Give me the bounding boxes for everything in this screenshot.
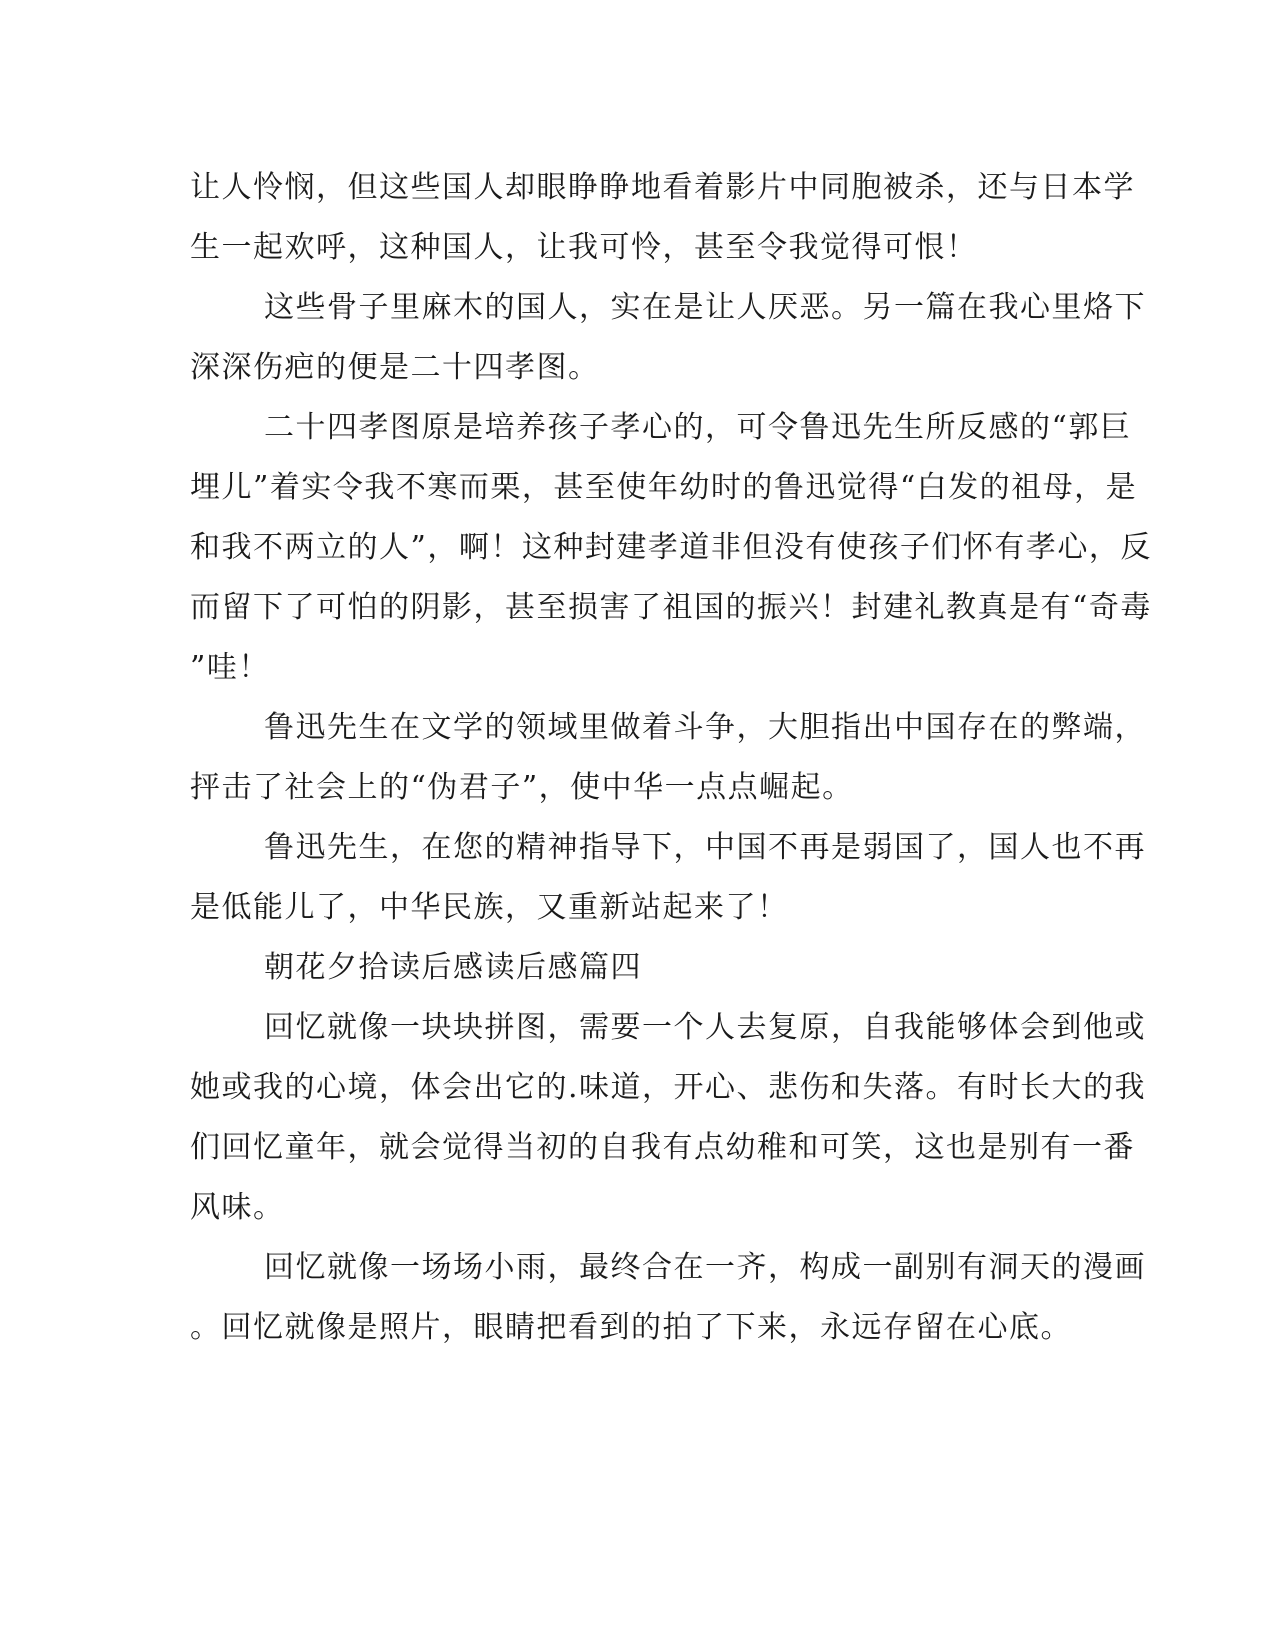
text-line: 是低能儿了，中华民族，又重新站起来了！ — [190, 890, 789, 925]
text-line: 们回忆童年，就会觉得当初的自我有点幼稚和可笑，这也是别有一番 — [190, 1130, 1135, 1165]
text-line: 和我不两立的人”，啊！这种封建孝道非但没有使孩子们怀有孝心，反 — [190, 530, 1152, 565]
text-line: 回忆就像一场场小雨，最终合在一齐，构成一副别有洞天的漫画 — [264, 1250, 1146, 1285]
text-line: ”哇！ — [190, 650, 270, 685]
text-line: 深深伤疤的便是二十四孝图。 — [190, 350, 600, 385]
text-line: 抨击了社会上的“伪君子”，使中华一点点崛起。 — [190, 770, 854, 805]
text-line: 风味。 — [190, 1190, 285, 1225]
text-line: 回忆就像一块块拼图，需要一个人去复原，自我能够体会到他或 — [264, 1010, 1146, 1045]
text-line: 而留下了可怕的阴影，甚至损害了祖国的振兴！封建礼教真是有“奇毒 — [190, 590, 1152, 625]
text-line: 二十四孝图原是培养孩子孝心的，可令鲁迅先生所反感的“郭巨 — [264, 410, 1132, 445]
text-line: 生一起欢呼，这种国人，让我可怜，甚至令我觉得可恨！ — [190, 230, 978, 265]
text-line: 埋儿”着实令我不寒而栗，甚至使年幼时的鲁迅觉得“白发的祖母，是 — [190, 470, 1138, 505]
text-line: 。回忆就像是照片，眼睛把看到的拍了下来，永远存留在心底。 — [190, 1310, 1072, 1345]
document-body — [190, 158, 1152, 1358]
section-heading: 朝花夕拾读后感读后感篇四 — [264, 950, 642, 985]
text-line: 鲁迅先生，在您的精神指导下，中国不再是弱国了，国人也不再 — [264, 830, 1146, 865]
text-line: 这些骨子里麻木的国人，实在是让人厌恶。另一篇在我心里烙下 — [264, 290, 1146, 325]
text-line: 鲁迅先生在文学的领域里做着斗争，大胆指出中国存在的弊端， — [264, 710, 1146, 745]
text-line: 她或我的心境，体会出它的.味道，开心、悲伤和失落。有时长大的我 — [190, 1070, 1147, 1105]
text-line: 让人怜悯，但这些国人却眼睁睁地看着影片中同胞被杀，还与日本学 — [190, 170, 1135, 205]
